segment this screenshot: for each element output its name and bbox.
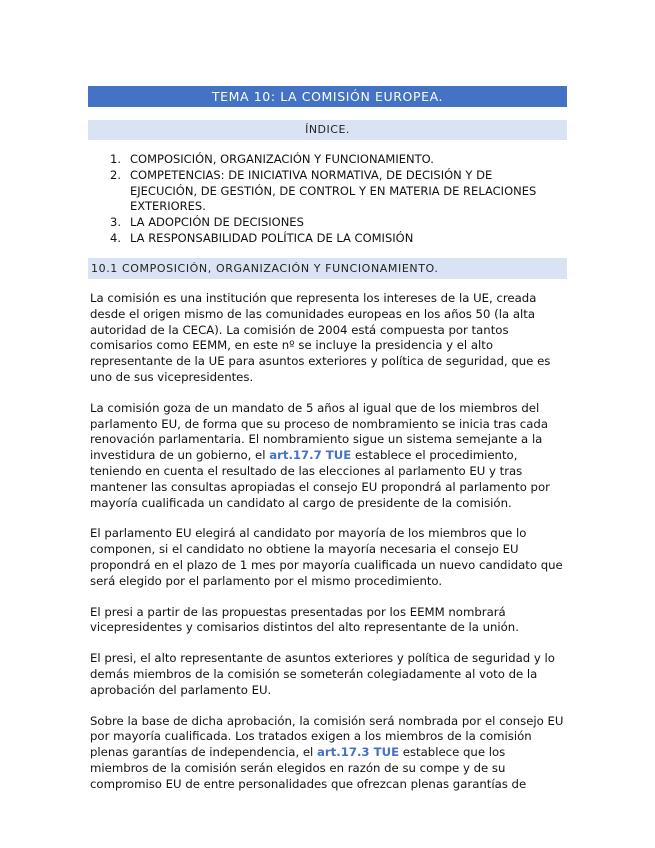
toc-text: LA RESPONSABILIDAD POLÍTICA DE LA COMISIÓN [130,230,414,245]
table-of-contents [110,152,560,247]
paragraph-text: Sobre la base de dicha aprobación, la comisión será nombrada por el consejo EU por mayoría cualificada. Los tratados exigen a los miembros de la comisión plenas garantías de independencia, el [90,713,564,760]
toc-item [110,231,560,247]
paragraph: El parlamento EU elegirá al candidato por mayoría de los miembros que lo componen, si el candidato no obtiene la mayoría necesaria el consejo EU propondrá en el plazo de 1 mes por mayoría cualificada un nuevo candidato que será elegido por el parlamento por el mismo procedimiento. [90,526,563,588]
toc-text: LA ADOPCIÓN DE DECISIONES [130,215,304,230]
toc-item [110,168,560,215]
toc-number: 3. [110,215,121,230]
toc-item [110,152,560,168]
index-heading: ÍNDICE. [88,120,567,140]
article-reference-link[interactable]: art.17.7 TUE [269,448,352,463]
paragraph: El presi, el alto representante de asuntos exteriores y política de seguridad y lo demás miembros de la comisión se someterán colegiadamente al voto de la aprobación del parlamento EU. [90,651,555,697]
paragraph: La comisión es una institución que representa los intereses de la UE, creada desde el origen mismo de las comunidades europeas en los años 50 (la alta autoridad de la CECA). La comisión de 2004 está compuesta por tantos comisarios como EEMM, en este nº se incluye la presidencia y el alto representante de la UE para asuntos exteriores y política de seguridad, que es uno de sus vicepresidentes. [90,291,551,384]
article-reference-link[interactable]: art.17.3 TUE [317,745,400,760]
section-heading: 10.1 COMPOSICIÓN, ORGANIZACIÓN Y FUNCIONAMIENTO. [88,258,567,279]
paragraph-text: establece el procedimiento, teniendo en cuenta el resultado de las elecciones al parlamento EU y tras mantener las consultas apropiadas el consejo EU propondrá al parlamento por mayoría cualificada un candidato al cargo de presidente de la comisión. [90,448,550,510]
paragraph [90,714,565,793]
paragraph-text: La comisión goza de un mandato de 5 años al igual que de los miembros del parlamento EU, de forma que su proceso de nombramiento se inicia tras cada renovación parlamentaria. El nombramiento sigue un sistema semejante a la investidura de un gobierno, el [90,400,548,463]
toc-number: 2. [110,167,121,182]
paragraph-text: establece que los miembros de la comisión serán elegidos en razón de su compe y de su compromiso EU de entre personalidades que ofrezcan plenas garantías de [90,745,527,791]
toc-text: COMPOSICIÓN, ORGANIZACIÓN Y FUNCIONAMIENTO. [130,152,434,166]
paragraph: El presi a partir de las propuestas presentadas por los EEMM nombrará vicepresidentes y comisarios distintos del alto representante de la unión. [90,604,519,635]
document-title: TEMA 10: LA COMISIÓN EUROPEA. [88,86,567,107]
toc-text: COMPETENCIAS: DE INICIATIVA NORMATIVA, DE DECISIÓN Y DE EJECUCIÓN, DE GESTIÓN, DE CONTROL Y EN MATERIA DE RELACIONES EXTERIORES. [130,167,537,214]
toc-number: 4. [110,230,121,245]
paragraph [90,401,565,512]
toc-item [110,215,560,231]
toc-number: 1. [110,152,121,166]
body-text [90,291,565,808]
